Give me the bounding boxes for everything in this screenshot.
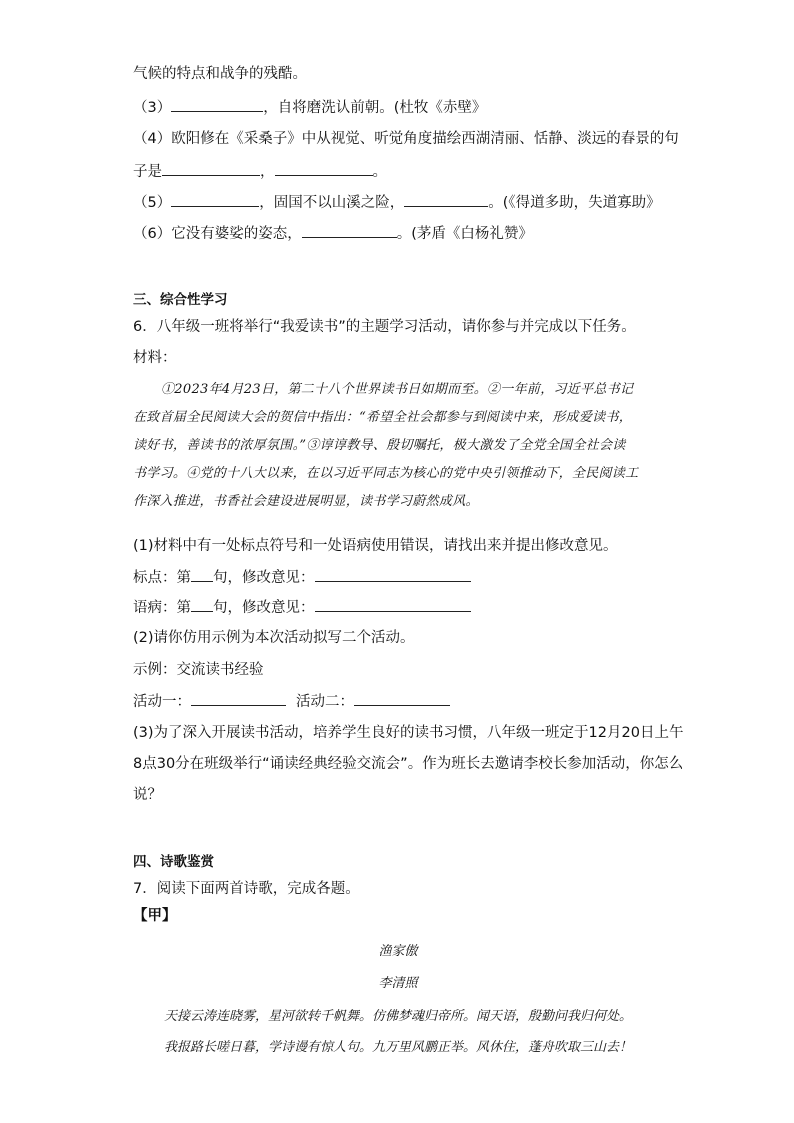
- poem-title: 渔家傲: [378, 944, 418, 959]
- label: 语病：第: [133, 600, 191, 616]
- label: 句，修改意见：: [213, 570, 315, 586]
- activity-line: [133, 691, 450, 712]
- material-line: 在致首届全民阅读大会的贺信中指出：“希望全社会都参与到阅读中来，形成爱读书，: [133, 410, 633, 425]
- line-prefix: （3）: [133, 100, 172, 116]
- section-heading: 三、综合性学习: [133, 292, 228, 308]
- sub-question-1: (1)材料中有一处标点符号和一处语病使用错误，请找出来并提出修改意见。: [133, 538, 618, 554]
- poem-label: 【甲】: [133, 908, 177, 924]
- line-suffix: 。: [372, 164, 387, 180]
- example-line: 示例：交流读书经验: [133, 662, 264, 678]
- line-prefix: （5）: [133, 195, 172, 211]
- sub-question-3-line: 8点30分在班级举行“诵读经典经验交流会”。作为班长去邀请李校长参加活动，你怎么: [133, 756, 684, 772]
- poem-author: 李清照: [378, 976, 418, 991]
- line-suffix: 。(《得道多助，失道寡助》: [488, 195, 661, 211]
- fill-line-3: [133, 97, 486, 118]
- line-middle: ，: [260, 164, 275, 180]
- answer-blank[interactable]: [171, 192, 259, 207]
- answer-blank[interactable]: [404, 192, 488, 207]
- line-text: （4）欧阳修在《采桑子》中从视觉、听觉角度描绘西湖清丽、恬静、淡远的春景的句: [133, 131, 679, 147]
- line-prefix: （6）它没有婆娑的姿态，: [133, 226, 302, 242]
- answer-blank[interactable]: [162, 161, 260, 176]
- sentence-number-blank[interactable]: [191, 597, 213, 612]
- revision-blank[interactable]: [315, 597, 471, 612]
- answer-blank[interactable]: [275, 161, 373, 176]
- section-heading: 四、诗歌鉴赏: [133, 854, 214, 870]
- grammar-answer-line: [133, 597, 471, 618]
- material-label: 材料：: [133, 350, 177, 366]
- label: 标点：第: [133, 570, 191, 586]
- sub-question-3-line: 说？: [133, 787, 162, 803]
- material-line: 作深入推进，书香社会建设进展明显，读书学习蔚然成风。: [133, 494, 479, 509]
- activity-2-label: 活动二：: [296, 694, 354, 710]
- line-prefix: 子是: [133, 164, 162, 180]
- sub-question-3-line: (3)为了深入开展读书活动，培养学生良好的读书习惯，八年级一班定于12月20日上午: [133, 725, 684, 741]
- material-line: 书学习。④党的十八大以来，在以习近平同志为核心的党中央引领推动下，全民阅读工: [133, 466, 639, 481]
- label: 句，修改意见：: [213, 600, 315, 616]
- fill-line-4: [133, 161, 387, 182]
- fill-line-5: [133, 192, 661, 213]
- material-line: 读好书，善读书的浓厚氛围。”③谆谆教导、殷切嘱托，极大激发了全党全国全社会读: [133, 438, 626, 453]
- line-suffix: ，自将磨洗认前朝。(杜牧《赤壁》: [263, 100, 487, 116]
- revision-blank[interactable]: [315, 567, 471, 582]
- material-passage: [133, 376, 663, 516]
- line-middle: ，固国不以山溪之险，: [259, 195, 405, 211]
- line-suffix: 。(茅盾《白杨礼赞》: [396, 226, 533, 242]
- activity-1-blank[interactable]: [191, 691, 286, 706]
- text-line: [133, 129, 679, 149]
- text-line: [133, 64, 307, 84]
- activity-1-label: 活动一：: [133, 694, 191, 710]
- activity-2-blank[interactable]: [354, 691, 450, 706]
- fill-line-6: [133, 223, 533, 244]
- answer-blank[interactable]: [302, 223, 397, 238]
- answer-blank[interactable]: [171, 97, 263, 112]
- punctuation-answer-line: [133, 567, 471, 588]
- poem-line: 我报路长嗟日暮，学诗谩有惊人句。九万里风鹏正举。风休住，蓬舟吹取三山去！: [163, 1040, 632, 1055]
- material-line: ①2023年4月23日，第二十八个世界读书日如期而至。②一年前，习近平总书记: [161, 382, 634, 397]
- question-6-intro: 6．八年级一班将举行“我爱读书”的主题学习活动，请你参与并完成以下任务。: [133, 319, 636, 335]
- sentence-number-blank[interactable]: [191, 567, 213, 582]
- poem-line: 天接云涛连晓雾，星河欲转千帆舞。仿佛梦魂归帝所。闻天语，殷勤问我归何处。: [163, 1009, 632, 1024]
- line-text: 气候的特点和战争的残酷。: [133, 66, 307, 82]
- sub-question-2: (2)请你仿用示例为本次活动拟写二个活动。: [133, 630, 415, 646]
- question-7-intro: 7．阅读下面两首诗歌，完成各题。: [133, 881, 360, 897]
